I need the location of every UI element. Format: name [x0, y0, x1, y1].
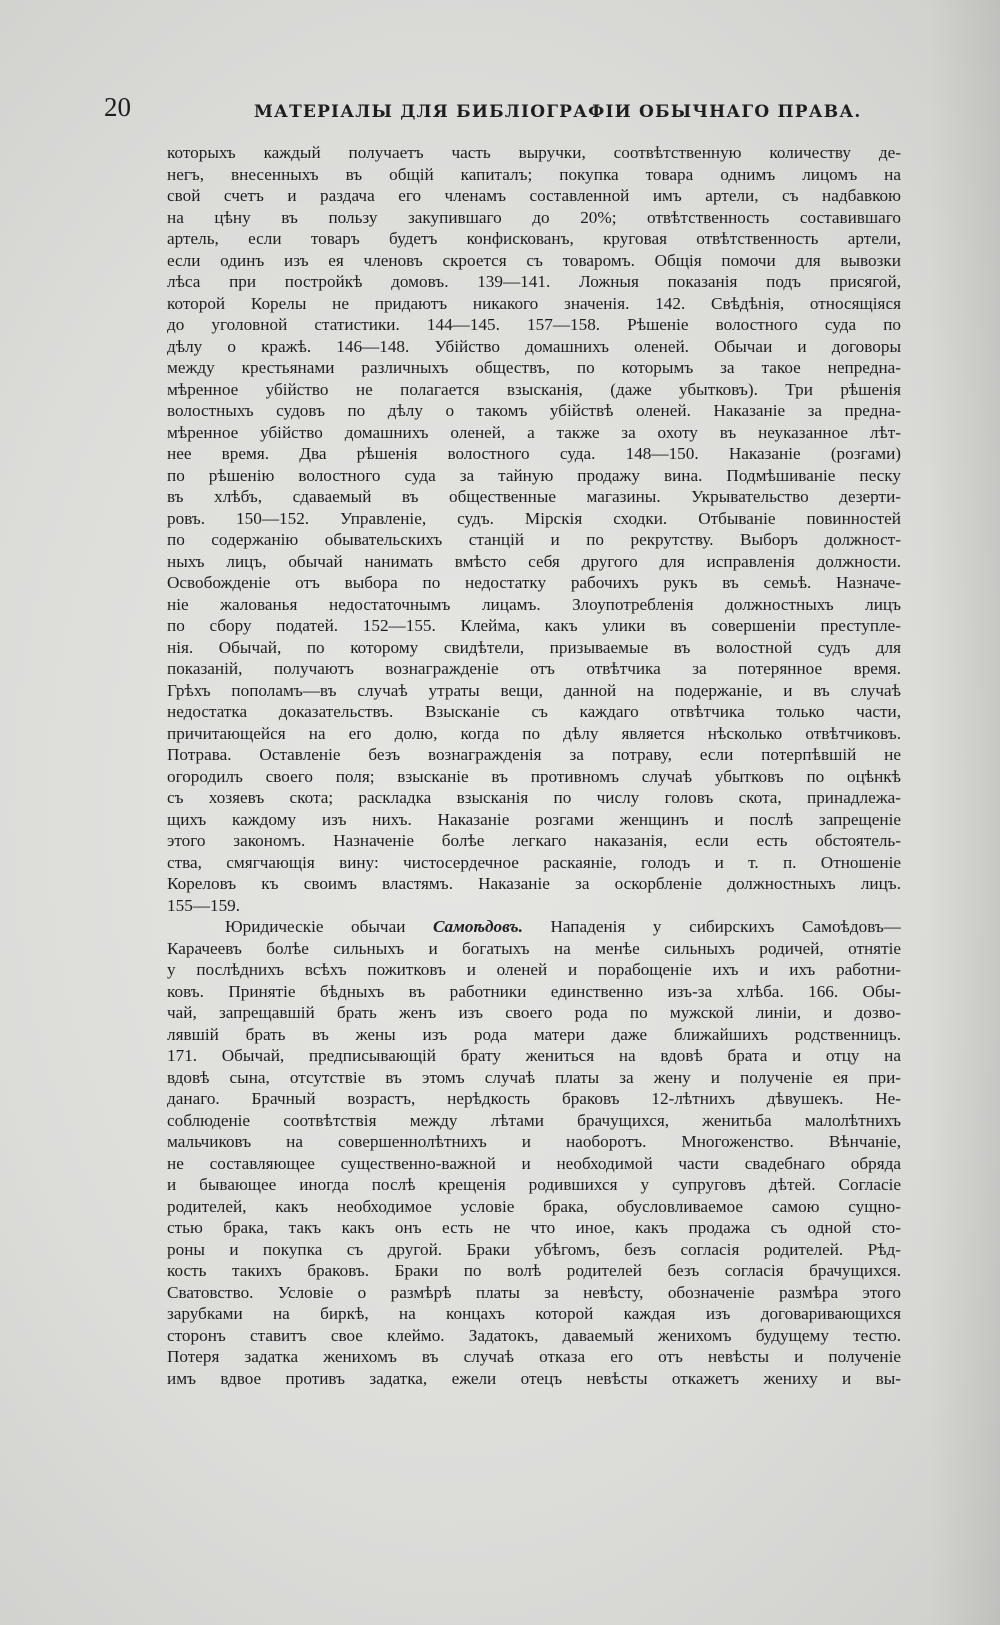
- text-line: дѣлу о кражѣ. 146—148. Убійство домашнихъ оленей. Обычаи и договоры: [167, 336, 901, 356]
- text-line: родителей, какъ необходимое условіе брака, обусловливаемое самою сущно-: [167, 1196, 901, 1216]
- text-line: у послѣднихъ всѣхъ пожитковъ и оленей и порабощеніе ихъ и ихъ работни-: [167, 960, 901, 979]
- text-line: имъ вдвое противъ задатка, ежели отецъ невѣсты откажетъ жениху и вы-: [167, 1368, 901, 1388]
- text-line: ства, смягчающія вину: чистосердечное раскаяніе, голодъ и т. п. Отношеніе: [167, 852, 901, 872]
- text-line: мѣренное убійство домашнихъ оленей, а также за охоту въ неуказанное лѣт-: [167, 422, 901, 442]
- text-line: если одинъ изъ ея членовъ скроется съ товаромъ. Общія помочи для вывозки: [167, 250, 901, 270]
- text-line: Сватовство. Условіе о размѣрѣ платы за невѣсту, обозначеніе размѣра этого: [167, 1282, 901, 1302]
- text-line: нія. Обычай, по которому свидѣтели, призываемые въ волостной судъ для: [167, 637, 901, 657]
- text-line: нее время. Два рѣшенія волостного суда. 148—150. Наказаніе (розгами): [167, 444, 901, 463]
- text-line: ніе жалованья недостаточнымъ лицамъ. Злоупотребленія должностныхъ лицъ: [167, 594, 901, 614]
- text-line: и бывающее иногда послѣ крещенія родившихся у супруговъ дѣтей. Согласіе: [167, 1175, 901, 1194]
- text-line: артель, если товаръ будетъ конфискованъ, круговая отвѣтственность артели,: [167, 229, 901, 248]
- text-line: по рѣшенію волостного суда за тайную продажу вина. Подмѣшиваніе песку: [167, 465, 901, 485]
- page-edge-shadow: [930, 0, 1000, 1625]
- text-line: вдовѣ сына, отсутствіе въ этомъ случаѣ платы за жену и полученіе ея при-: [167, 1067, 901, 1087]
- text-line: данаго. Брачный возрастъ, нерѣдкость браковъ 12-лѣтнихъ дѣвушекъ. Не-: [167, 1089, 901, 1108]
- text-line: ныхъ лицъ, обычай нанимать вмѣсто себя другого для исправленія должности.: [167, 551, 901, 571]
- text-line: причитающейся на его долю, когда по дѣлу является нѣсколько отвѣтчиковъ.: [167, 723, 901, 743]
- text-line: свой счетъ и раздача его членамъ составленной имъ артели, съ надбавкою: [167, 186, 901, 205]
- paragraph-lead-line: [167, 916, 901, 938]
- text-line: которой Корелы не придаютъ никакого значенія. 142. Свѣдѣнія, относящіяся: [167, 293, 901, 313]
- text-line: чай, запрещавшій брать женъ изъ своего рода по мужской линіи, и дозво-: [167, 1003, 901, 1022]
- text-line: роны и покупка съ другой. Браки убѣгомъ, безъ согласія родителей. Рѣд-: [167, 1239, 901, 1259]
- text-line: стью брака, такъ какъ онъ есть не что иное, какъ продажа съ одной сто-: [167, 1218, 901, 1237]
- text-line: съ хозяевъ скота; раскладка взысканія по числу головъ скота, принадлежа-: [167, 788, 901, 807]
- text-line: которыхъ каждый получаетъ часть выручки, соотвѣтственную количеству де-: [167, 143, 901, 162]
- text-line: негъ, внесенныхъ въ общій капиталъ; покупка товара однимъ лицомъ на: [167, 164, 901, 184]
- text-line: мальчиковъ на совершеннолѣтнихъ и наоборотъ. Многоженство. Вѣнчаніе,: [167, 1132, 901, 1151]
- paragraph-lead-italic: Самоѣдовъ.: [432, 917, 523, 936]
- text-line: не составляющее существенно-важной и необходимой части свадебнаго обряда: [167, 1153, 901, 1173]
- text-line: зарубками на биркѣ, на концахъ которой каждая изъ договаривающихся: [167, 1304, 901, 1323]
- text-line: соблюденіе соотвѣтствія между лѣтами брачущихся, женитьба малолѣтнихъ: [167, 1110, 901, 1130]
- text-line: Карачеевъ болѣе сильныхъ и богатыхъ на менѣе сильныхъ родичей, отнятіе: [167, 938, 901, 958]
- text-line: кость такихъ браковъ. Браки по волѣ родителей безъ согласія брачущихся.: [167, 1261, 901, 1280]
- text-line: 171. Обычай, предписывающій брату жениться на вдовѣ брата и отцу на: [167, 1046, 901, 1065]
- text-line: по сбору податей. 152—155. Клейма, какъ улики въ совершеніи преступле-: [167, 616, 901, 635]
- text-line: до уголовной статистики. 144—145. 157—158. Рѣшеніе волостного суда по: [167, 315, 901, 334]
- text-line: на цѣну въ пользу закупившаго до 20%; отвѣтственность составившаго: [167, 207, 901, 227]
- text-line: Грѣхъ пополамъ—въ случаѣ утраты вещи, данной на подержаніе, и въ случаѣ: [167, 680, 901, 700]
- text-line: между крестьянами различныхъ обществъ, по которымъ за такое непредна-: [167, 358, 901, 377]
- text-line: сторонъ ставитъ свое клеймо. Задатокъ, даваемый женихомъ будущему тестю.: [167, 1325, 901, 1345]
- page-number: 20: [104, 92, 131, 122]
- paragraph-lead-rest: Нападенія у сибирскихъ Самоѣдовъ—: [522, 917, 901, 936]
- text-line: ровъ. 150—152. Управленіе, судъ. Мірскія сходки. Отбываніе повинностей: [167, 508, 901, 528]
- text-line: лявшій брать въ жены изъ рода матери даже ближайшихъ родственницъ.: [167, 1024, 901, 1044]
- text-line: 155—159.: [167, 895, 241, 915]
- text-line: недостатка доказательствъ. Взысканіе съ каждаго отвѣтчика только части,: [167, 702, 901, 721]
- text-line: Потеря задатка женихомъ въ случаѣ отказа его отъ невѣсты и полученіе: [167, 1347, 901, 1366]
- text-line: мѣренное убійство не полагается взысканія, (даже убытковъ). Три рѣшенія: [167, 379, 901, 399]
- text-line: щихъ каждому изъ нихъ. Наказаніе розгами женщинъ и послѣ запрещеніе: [167, 809, 901, 829]
- text-line: лѣса при постройкѣ домовъ. 139—141. Ложныя показанія подъ присягой,: [167, 272, 901, 291]
- text-line: показаній, получаютъ вознагражденіе отъ отвѣтчика за потерянное время.: [167, 659, 901, 678]
- page-header: [104, 92, 904, 132]
- text-line: ковъ. Принятіе бѣдныхъ въ работники единственно изъ-за хлѣба. 166. Обы-: [167, 981, 901, 1001]
- text-line: Потрава. Оставленіе безъ вознагражденія за потраву, если потерпѣвшій не: [167, 745, 901, 764]
- text-line: Освобожденіе отъ выбора по недостатку рабочихъ рукъ въ семьѣ. Назначе-: [167, 573, 901, 592]
- text-line: по содержанію обывательскихъ станцій и по рекрутству. Выборъ должност-: [167, 530, 901, 549]
- text-line: Кореловъ къ своимъ властямъ. Наказаніе за оскорбленіе должностныхъ лицъ.: [167, 874, 901, 893]
- body-text: [167, 142, 901, 1442]
- text-line: этого закономъ. Назначеніе болѣе легкаго наказанія, если есть обстоятель-: [167, 831, 901, 850]
- text-line: волостныхъ судовъ по дѣлу о такомъ убійствѣ оленей. Наказаніе за предна-: [167, 401, 901, 420]
- text-line: огородилъ своего поля; взысканіе въ противномъ случаѣ убытковъ по оцѣнкѣ: [167, 766, 901, 786]
- paragraph-lead-plain: Юридическіе обычаи: [225, 917, 433, 936]
- text-line: въ хлѣбъ, сдаваемый въ общественные магазины. Укрывательство дезерти-: [167, 487, 901, 506]
- running-title: МАТЕРІАЛЫ ДЛЯ БИБЛІОГРАФІИ ОБЫЧНАГО ПРАВА.: [254, 102, 862, 122]
